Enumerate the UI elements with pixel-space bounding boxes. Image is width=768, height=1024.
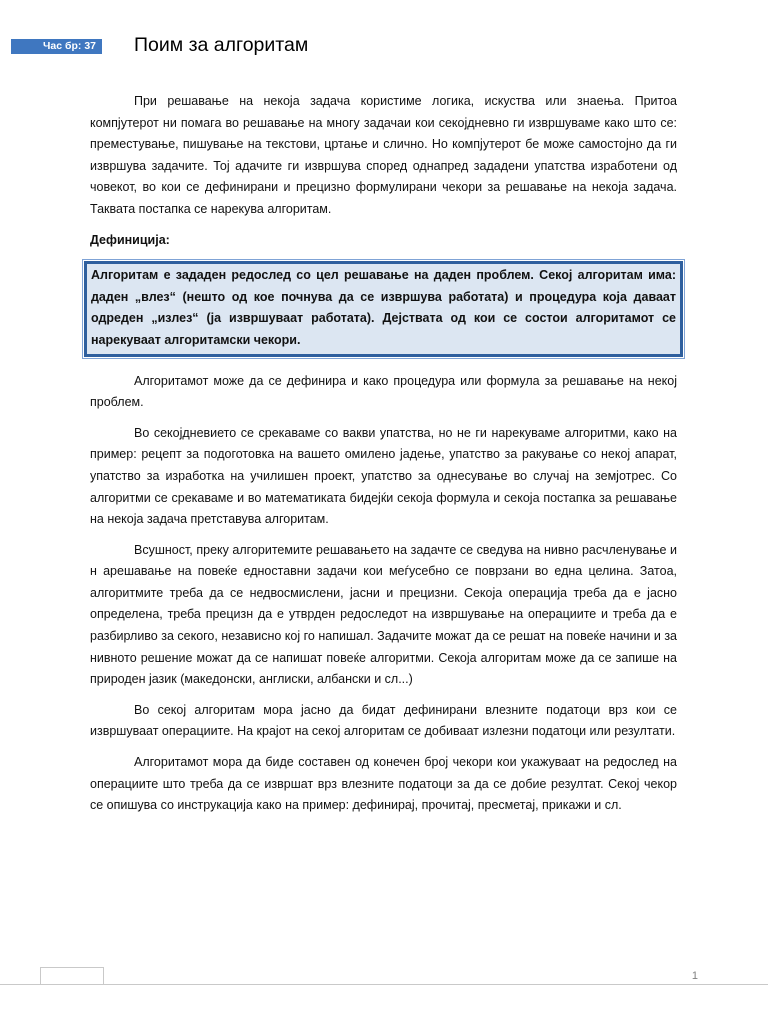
paragraph: Во секој алгоритам мора јасно да бидат дефинирани влезните податоци врз кои се извршуваат операциите. На крајот на секој алгоритам се добиваат излезни податоци или резултати. (90, 702, 677, 739)
intro-paragraph: При решавање на некоја задача користиме логика, искуства или знаења. Притоа компјутерот ни помага во решавање на многу задачаи кои секојдневно ги извршуваме како што се: преместување, пишување на текстови, цртање и слично. Но компјутерот бе може самостојно да ги извршува задачите. Тој адачите ги извршува според однапред зададени упатства изработени од човекот, во кои се дефинирани и прецизно формулирани чекори за решавање на некоја задача. Таквата постапка се нарекува алгоритам. (90, 94, 677, 216)
paragraph: Алгоритамот може да се дефинира и како процедура или формула за решавање на некој проблем. (90, 373, 677, 410)
definition-label: Дефиниција: (90, 232, 170, 247)
definition-box (84, 261, 683, 356)
definition-text: Алгоритам е зададен редослед со цел решавање на даден проблем. Секој алгоритам има: даден „влез“ (нешто од кое почнува да се извршува работата) и процедура која даваат одреден „излез“ (ја извршуваат работата). Дејствата од кои се состои алгоритамот се нарекуваат алгоритамски чекори. (91, 268, 676, 347)
footer-tab-decoration (40, 967, 104, 985)
document-body (90, 91, 677, 826)
page-header (11, 34, 711, 61)
paragraph: Алгоритамот мора да биде составен од конечен број чекори кои укажуваат на редослед на операциите што треба да се извршат врз влезните податоци за да се добие резултат. Секој чекор се опишува со инструкација како на пример: дефинирај, прочитај, пресметај, прикажи и сл. (90, 755, 677, 813)
page-title: Поим за алгоритам (134, 34, 309, 56)
paragraph: Всушност, преку алгоритемите решавањето на задачте се сведува на нивно расчленување и н арешавање на повеќе едноставни задачи кои меѓусебно се поврзани во една целина. Затоа, алгоритмите треба да се недвосмислени, јасни и прецизни. Секоја операција треба да е јасно определена, треба прецизн да е утврден редоследот на извршување на операциите и треба да е разбирливо за секого, независно кој го напишал. Задачите можат да се решат на повеќе начини и за нивното решение можат да се напишат повеќе алгоритми. Секоја алгоритам може да се запише на природен јазик (македонски, англиски, албански и сл...) (90, 542, 677, 687)
page-number: 1 (691, 970, 698, 982)
lesson-number-badge: Час бр: 37 (11, 39, 102, 54)
footer-divider (0, 984, 768, 985)
paragraph: Во секојдневието се срекаваме со вакви упатства, но не ги нарекуваме алгоритми, како на пример: рецепт за подоготовка на вашето омилено јадење, упатство за ракување со некој апарат, упатство за изработка на училишен проект, упатство за однесување во случај на земјотрес. Со алгоритми се срекаваме и во математиката бидејќи секоја формула и секоја постапка за решавање на некоја задача претставува алгоритам. (90, 425, 677, 527)
